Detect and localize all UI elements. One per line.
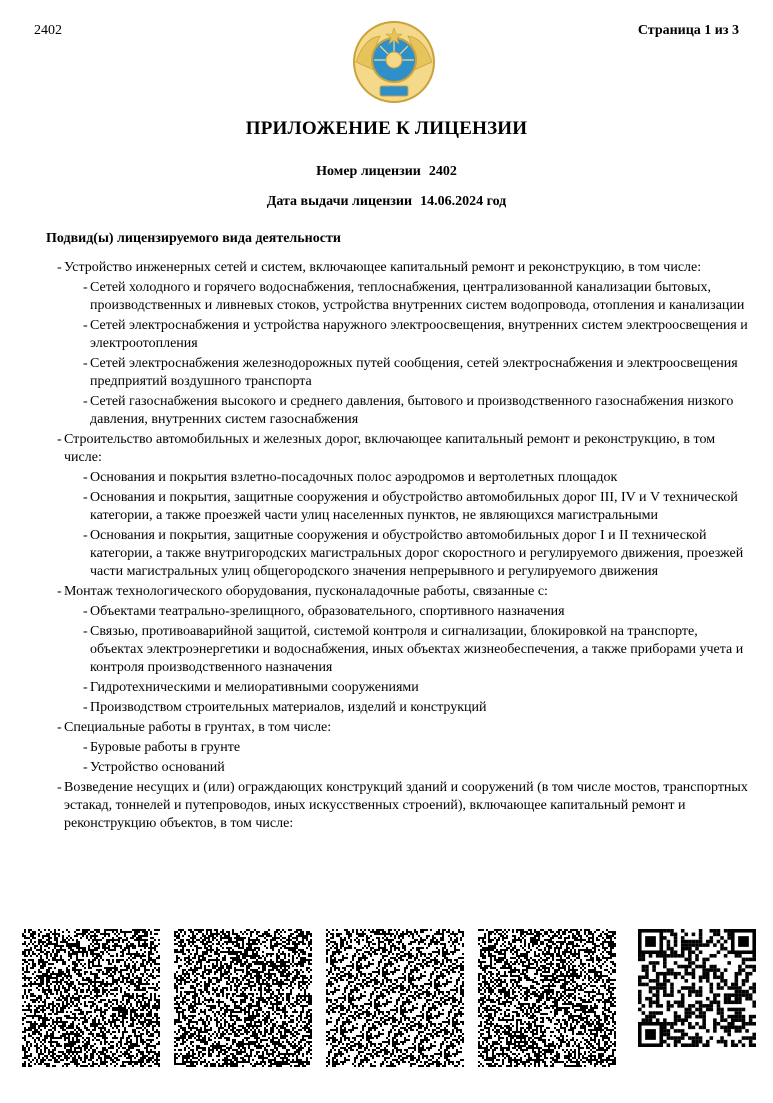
qr-code bbox=[478, 929, 616, 1067]
activity-subtype: - Сетей электроснабжения и устройства наружного электроосвещения, внутренних систем электроосвещения и электроотопления bbox=[84, 317, 750, 353]
license-number-label: Номер лицензии bbox=[316, 164, 421, 179]
qr-code bbox=[638, 929, 756, 1047]
license-date-label: Дата выдачи лицензии bbox=[266, 194, 413, 209]
activity-subtype: - Связью, противоаварийной защитой, системой контроля и сигнализации, блокировкой на транспорте, объектах электроэнергетики и водоснабжения, иных объектах жизнеобеспечения, а также приборами учета и контроля производственного назначения bbox=[84, 623, 750, 677]
qr-code bbox=[326, 929, 464, 1067]
license-number-value: 2402 bbox=[428, 164, 457, 179]
activity-subtype: - Основания и покрытия, защитные сооружения и обустройство автомобильных дорог I и II технической категории, а также внутригородских магистральных дорог скоростного и регулируемого движения, проезжей части магистральных улиц общегородского значения непрерывного и регулируемого движения bbox=[84, 527, 750, 581]
activity-subtype: - Буровые работы в грунте bbox=[84, 739, 750, 757]
qr-code-row bbox=[22, 929, 757, 1069]
activity-subtype: - Сетей холодного и горячего водоснабжения, теплоснабжения, централизованной канализации бытовых, производственных и ливневых стоков, устройства внутренних систем водопровода, отопления и канализации bbox=[84, 279, 750, 315]
activity-subtype: - Объектами театрально-зрелищного, образовательного, спортивного назначения bbox=[84, 603, 750, 621]
activity-type: - Монтаж технологического оборудования, пусконаладочные работы, связанные с: bbox=[58, 583, 748, 601]
activity-subtype: - Основания и покрытия, защитные сооружения и обустройство автомобильных дорог III, IV и V технической категории, а также проезжей части улиц населенных пунктов, не являющихся магистральными bbox=[84, 489, 750, 525]
document-number: 2402 bbox=[34, 23, 62, 38]
section-title: Подвид(ы) лицензируемого вида деятельности bbox=[46, 231, 341, 246]
activity-subtype: - Основания и покрытия взлетно-посадочных полос аэродромов и вертолетных площадок bbox=[84, 469, 750, 487]
activity-subtype: - Гидротехническими и мелиоративными сооружениями bbox=[84, 679, 750, 697]
license-number-line bbox=[0, 164, 773, 180]
activity-subtype: - Производством строительных материалов, изделий и конструкций bbox=[84, 699, 750, 717]
state-emblem bbox=[350, 18, 438, 106]
license-date-value: 14.06.2024 год bbox=[420, 194, 507, 209]
page-title: ПРИЛОЖЕНИЕ К ЛИЦЕНЗИИ bbox=[245, 118, 528, 139]
qr-code bbox=[174, 929, 312, 1067]
activity-type: - Устройство инженерных сетей и систем, включающее капитальный ремонт и реконструкцию, в том числе: bbox=[58, 259, 748, 277]
activity-type: - Специальные работы в грунтах, в том числе: bbox=[58, 719, 748, 737]
license-date-line bbox=[0, 194, 773, 210]
activity-subtype: - Устройство оснований bbox=[84, 759, 750, 777]
page-indicator: Страница 1 из 3 bbox=[637, 23, 739, 38]
qr-code bbox=[22, 929, 160, 1067]
activity-subtype: - Сетей газоснабжения высокого и среднего давления, бытового и производственного газоснабжения низкого давления, внутренних систем газоснабжения bbox=[84, 393, 750, 429]
activity-type: - Возведение несущих и (или) ограждающих конструкций зданий и сооружений (в том числе мостов, транспортных эстакад, тоннелей и путепроводов, иных искусственных строений), включающее капитальный ремонт и реконструкцию объектов, в том числе: bbox=[58, 779, 748, 833]
activity-type: - Строительство автомобильных и железных дорог, включающее капитальный ремонт и реконструкцию, в том числе: bbox=[58, 431, 748, 467]
activity-list bbox=[58, 259, 748, 834]
activity-subtype: - Сетей электроснабжения железнодорожных путей сообщения, сетей электроснабжения и электроосвещения предприятий воздушного транспорта bbox=[84, 355, 750, 391]
